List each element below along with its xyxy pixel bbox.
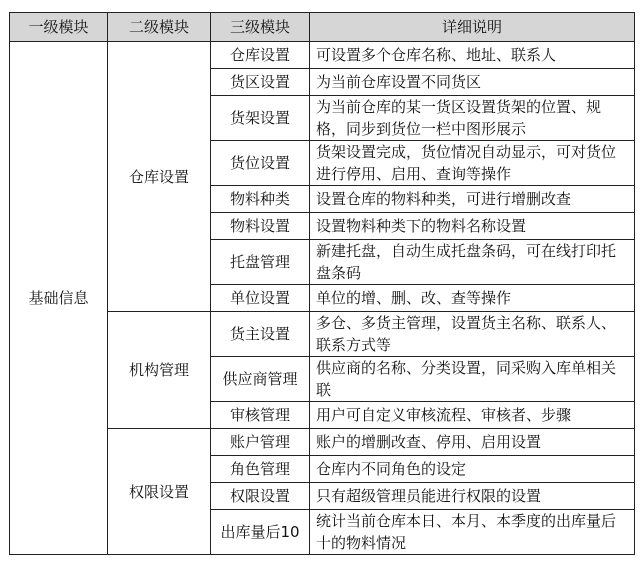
module-table	[9, 12, 635, 555]
description-cell: 新建托盘，自动生成托盘条码，可在线打印托盘条码	[310, 240, 635, 285]
level3-cell: 仓库设置	[211, 42, 310, 69]
level1-cell: 基础信息	[10, 42, 108, 555]
description-cell: 只有超级管理员能进行权限的设置	[310, 483, 635, 510]
header-level2: 二级模块	[108, 13, 211, 42]
level3-cell: 货位设置	[211, 141, 310, 186]
header-level3: 三级模块	[211, 13, 310, 42]
level3-cell: 货主设置	[211, 312, 310, 357]
header-description: 详细说明	[310, 13, 635, 42]
level3-cell: 权限设置	[211, 483, 310, 510]
level2-cell: 仓库设置	[108, 42, 211, 312]
description-cell: 用户可自定义审核流程、审核者、步骤	[310, 402, 635, 429]
level3-cell: 货区设置	[211, 69, 310, 96]
level3-cell: 供应商管理	[211, 357, 310, 402]
level3-cell: 物料种类	[211, 186, 310, 213]
table-row	[10, 42, 635, 69]
description-cell: 设置物料种类下的物料名称设置	[310, 213, 635, 240]
table-header-row	[10, 13, 635, 42]
level3-cell: 审核管理	[211, 402, 310, 429]
description-cell: 统计当前仓库本日、本月、本季度的出库量后十的物料情况	[310, 510, 635, 555]
description-cell: 账户的增删改查、停用、启用设置	[310, 429, 635, 456]
description-cell: 单位的增、删、改、查等操作	[310, 285, 635, 312]
header-level1: 一级模块	[10, 13, 108, 42]
description-cell: 为当前仓库设置不同货区	[310, 69, 635, 96]
level3-cell: 单位设置	[211, 285, 310, 312]
level3-cell: 托盘管理	[211, 240, 310, 285]
level3-cell: 账户管理	[211, 429, 310, 456]
description-cell: 供应商的名称、分类设置，同采购入库单相关联	[310, 357, 635, 402]
level2-cell: 权限设置	[108, 429, 211, 555]
level3-cell: 角色管理	[211, 456, 310, 483]
description-cell: 货架设置完成，货位情况自动显示，可对货位进行停用、启用、查询等操作	[310, 141, 635, 186]
description-cell: 可设置多个仓库名称、地址、联系人	[310, 42, 635, 69]
description-cell: 为当前仓库的某一货区设置货架的位置、规格，同步到货位一栏中图形展示	[310, 96, 635, 141]
level3-cell: 货架设置	[211, 96, 310, 141]
description-cell: 设置仓库的物料种类，可进行增删改查	[310, 186, 635, 213]
description-cell: 多仓、多货主管理，设置货主名称、联系人、联系方式等	[310, 312, 635, 357]
description-cell: 仓库内不同角色的设定	[310, 456, 635, 483]
level2-cell: 机构管理	[108, 312, 211, 429]
level3-cell: 物料设置	[211, 213, 310, 240]
level3-cell: 出库量后10	[211, 510, 310, 555]
